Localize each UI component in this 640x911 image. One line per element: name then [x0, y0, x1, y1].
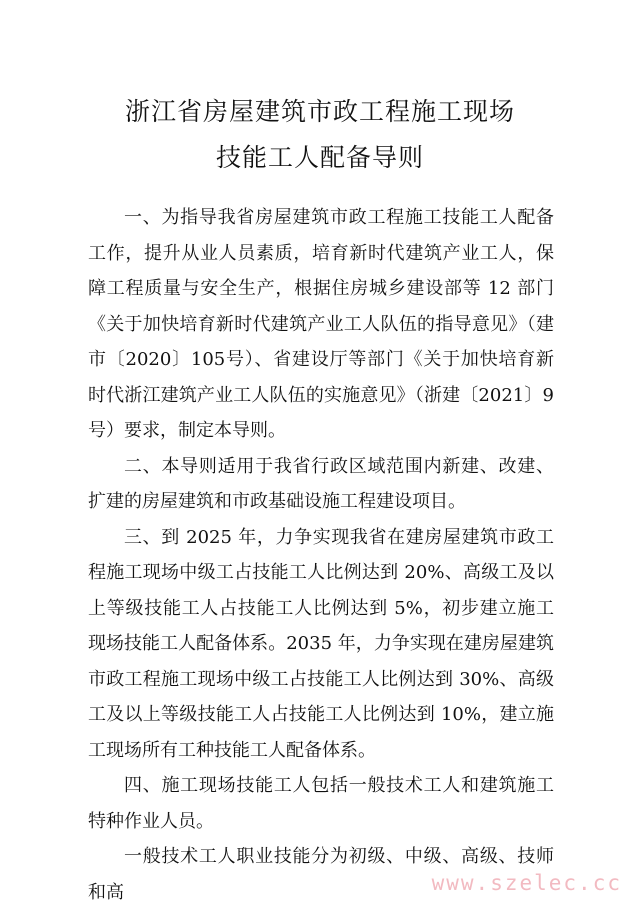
site-watermark: www.szelec.cc	[431, 871, 622, 895]
paragraph-4: 四、施工现场技能工人包括一般技术工人和建筑施工特种作业人员。	[88, 775, 554, 832]
document-title-line-1: 浙江省房屋建筑市政工程施工现场	[124, 97, 515, 126]
paragraph-3: 三、到 2025 年，力争实现我省在建房屋建筑市政工程施工现场中级工占技能工人比例达到 20%、高级工及以上等级技能工人占技能工人比例达到 5%，初步建立施工现场技能工人配备体系。2035 年，力争实现在建房屋建筑市政工程施工现场中级工占技能工人比例达到 30%、高级工及以上等级技能工人占技能工人比例达到 10%，建立施工现场所有工种技能工人配备体系。	[88, 526, 554, 761]
document-title-line-2: 技能工人配备导则	[215, 143, 424, 172]
paragraph-2: 二、本导则适用于我省行政区域范围内新建、改建、扩建的房屋建筑和市政基础设施工程建设项目。	[88, 455, 554, 512]
document-body	[88, 200, 554, 910]
paragraph-1: 一、为指导我省房屋建筑市政工程施工技能工人配备工作，提升从业人员素质，培育新时代建筑产业工人，保障工程质量与安全生产，根据住房城乡建设部等 12 部门《关于加快培育新时代建筑产业工人队伍的指导意见》（建市〔2020〕105号）、省建设厅等部门《关于加快培育新时代浙江建筑产业工人队伍的实施意见》（浙建〔2021〕9号）要求，制定本导则。	[88, 207, 554, 441]
paragraph-5: 一般技术工人职业技能分为初级、中级、高级、技师和高	[88, 846, 554, 903]
